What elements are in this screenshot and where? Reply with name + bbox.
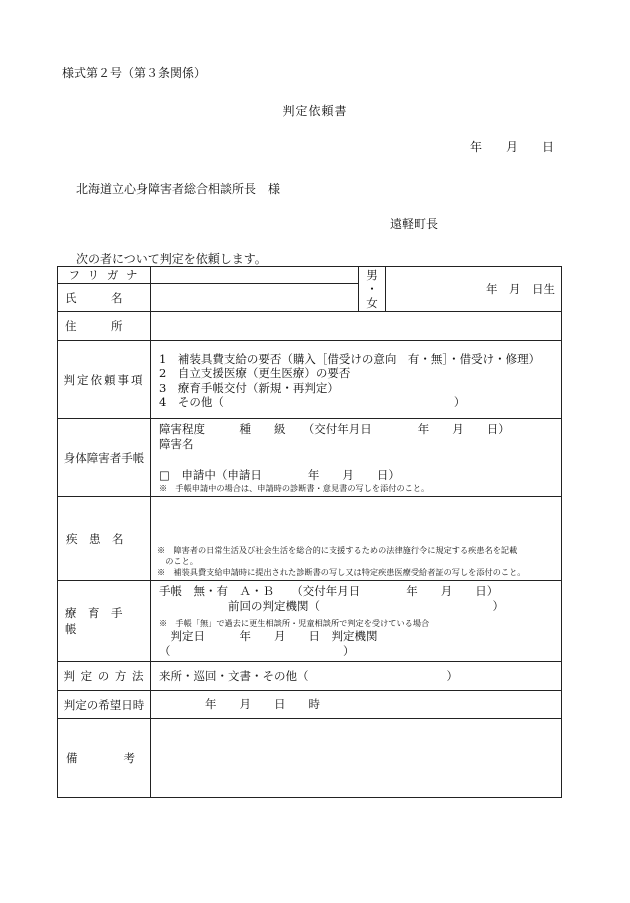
name-field[interactable] xyxy=(151,284,359,312)
disability-grade-line: 障害程度 種 級 （交付年月日 年 月 日） xyxy=(159,422,510,436)
sex-field[interactable] xyxy=(359,267,386,312)
sender: 遠軽町長 xyxy=(390,217,439,231)
birthdate-text: 年 月 日生 xyxy=(486,282,555,296)
disability-pending-line: □ 申請中（申請日 年 月 日） xyxy=(159,468,400,482)
request-items[interactable] xyxy=(151,341,562,419)
method-field[interactable] xyxy=(151,662,562,691)
disease-note-1b: のこと。 xyxy=(157,556,198,566)
intro-text: 次の者について判定を依頼します。 xyxy=(76,252,267,266)
disability-label: 身体障害者手帳 xyxy=(58,419,151,497)
form-number: 様式第２号（第３条関係） xyxy=(62,66,207,80)
addressee: 北海道立心身障害者総合相談所長 様 xyxy=(76,182,281,196)
disability-details[interactable] xyxy=(151,419,562,497)
disease-note-1: ※ 障害者の日常生活及び社会生活を総合的に支援するための法律施行令に規定する疾患名を記載 xyxy=(157,545,518,555)
request-item-3: 3 療育手帳交付（新規・再判定） xyxy=(159,380,339,395)
ryoiku-note: ※ 手帳「無」で過去に更生相談所・児童相談所で判定を受けている場合 xyxy=(159,618,430,628)
name-label: 氏 名 xyxy=(58,284,151,312)
ryoiku-details[interactable] xyxy=(151,581,562,662)
request-item-1: 1 補装具費支給の要否（購入［借受けの意向 有・無］・借受け・修理） xyxy=(159,351,541,366)
desired-datetime-value: 年 月 日 時 xyxy=(159,697,320,711)
remarks-field[interactable] xyxy=(151,719,562,798)
sex-female: 女 xyxy=(366,296,378,310)
ryoiku-judge-line: 判定日 年 月 日 判定機関（ ） xyxy=(159,629,378,658)
method-label: 判 定 の 方 法 xyxy=(58,662,151,691)
disability-note: ※ 手帳申請中の場合は、申請時の診断書・意見書の写しを添付のこと。 xyxy=(159,483,430,493)
ryoiku-label: 療 育 手 帳 xyxy=(58,581,151,662)
desired-datetime-field[interactable] xyxy=(151,691,562,719)
birthdate-field[interactable] xyxy=(386,267,562,312)
request-label: 判定依頼事項 xyxy=(58,341,151,419)
disability-name-line: 障害名 xyxy=(159,437,194,451)
sex-male: 男 xyxy=(366,268,378,282)
address-label: 住 所 xyxy=(58,312,151,341)
sex-dot: ・ xyxy=(366,282,378,296)
address-field[interactable] xyxy=(151,312,562,341)
ryoiku-status-line: 手帳 無・有 Ａ・Ｂ （交付年月日 年 月 日） xyxy=(159,584,499,598)
request-item-4: 4 その他（ ） xyxy=(159,395,466,409)
document-title: 判定依頼書 xyxy=(282,104,348,118)
ryoiku-prev-judge-line: 前回の判定機関（ ） xyxy=(159,599,504,613)
request-form-table xyxy=(57,266,562,798)
request-date[interactable]: 年 月 日 xyxy=(470,140,555,154)
disease-label: 疾 患 名 xyxy=(58,497,151,581)
method-value: 来所・巡回・文書・その他（ ） xyxy=(159,668,458,683)
request-item-2: 2 自立支援医療（更生医療）の要否 xyxy=(159,366,351,380)
furigana-label: フ リ ガ ナ xyxy=(58,267,151,284)
furigana-field[interactable] xyxy=(151,267,359,284)
remarks-label: 備 考 xyxy=(58,719,151,798)
desired-datetime-label: 判定の希望日時 xyxy=(58,691,151,719)
disease-field[interactable] xyxy=(151,497,562,581)
disease-note-2: ※ 補装具費支給申請時に提出された診断書の写し又は特定疾患医療受給者証の写しを添付のこと。 xyxy=(157,567,526,577)
